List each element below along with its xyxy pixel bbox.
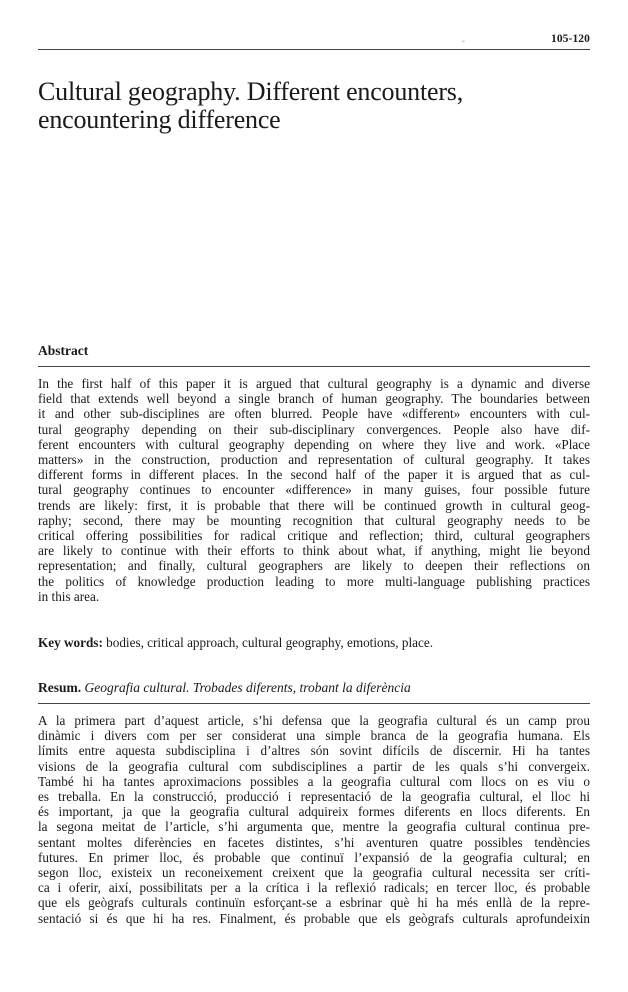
abstract-line: different forms in different places. In the second half of the paper it is argued that as cul- [38, 467, 590, 483]
abstract-line: it and other sub-disciplines are often blurred. People have «different» encounters with cul- [38, 406, 590, 422]
abstract-line: representation; and finally, cultural geographers are likely to deepen their reflections on [38, 558, 590, 574]
title-line-2: encountering difference [38, 105, 281, 134]
abstract-line: critical offering possibilities for radical critique and reflection; third, cultural geographers [38, 528, 590, 544]
resum-line: ca i oferir, així, possibilitats per a la crítica i la reflexió radicals; en tercer lloc, és probable [38, 880, 590, 896]
abstract-line: ferent encounters with cultural geography depending on where they live and work. «Place [38, 436, 590, 452]
resum-line: és important, ja que la geografia cultural adquireix formes diferents en llocs diferents. En [38, 804, 590, 820]
abstract-line: raphy; second, there may be mounting recognition that cultural geography needs to be [38, 512, 590, 528]
resum-heading [38, 679, 590, 704]
resum-line: sentació si és que hi ha res. Finalment, és probable que els geògrafs culturals aprofundeixin [38, 910, 590, 926]
resum-line: es treballa. En la construcció, producció i representació de la geografia cultural, el lloc hi [38, 789, 590, 805]
abstract-line: are likely to continue with their efforts to think about what, if anything, might lie beyond [38, 543, 590, 559]
abstract-heading [38, 342, 590, 367]
keywords-text: bodies, critical approach, cultural geography, emotions, place. [102, 635, 434, 650]
resum-line: que els geògrafs culturals continuïn esforçant-se a esbrinar què hi ha més enllà de la repre- [38, 895, 590, 911]
abstract-line: field that extends well beyond a single branch of human geography. The boundaries between [38, 391, 590, 407]
title-line-1: Cultural geography. Different encounters, [38, 77, 463, 106]
abstract-line: the politics of knowledge production leading to more multi-language publishing practices [38, 573, 590, 589]
resum-line: dinàmic i divers com per ser considerat una simple branca de la geografia humana. Els [38, 728, 590, 744]
abstract-line: in this area. [38, 588, 100, 604]
abstract-line: matters» in the construction, production and representation of cultural geography. It takes [38, 452, 590, 468]
resum-line: límits entre aquesta subdisciplina i d’altres són sovint difícils de discernir. Hi ha tantes [38, 743, 590, 759]
resum-subtitle: Geografia cultural. Trobades diferents, trobant la diferència [81, 680, 411, 695]
resum-line: visions de la geografia cultural com subdisciplines a partir de les quals s’hi convergeix. [38, 758, 590, 774]
resum-body [38, 713, 590, 926]
resum-line: futures. En primer lloc, és probable que continuï l’expansió de la geografia cultural; en [38, 849, 590, 865]
page-range: 105-120 [550, 33, 590, 45]
resum-line: la segona meitat de l’article, s’hi argumenta que, mentre la geografia cultural continua pre- [38, 819, 590, 835]
resum-line: segon lloc, existeix un reconeixement creixent que la geografia cultural necessita ser críti- [38, 865, 590, 881]
resum-line: També hi ha tantes aproximacions possibles a la geografia cultural com llocs on es viu o [38, 773, 590, 789]
abstract-line: In the first half of this paper it is argued that cultural geography is a dynamic and diverse [38, 376, 590, 391]
abstract-label: Abstract [38, 343, 89, 358]
abstract-body [38, 376, 590, 604]
resum-line: A la primera part d’aquest article, s’hi defensa que la geografia cultural és un camp prou [38, 713, 590, 728]
article-title [38, 78, 590, 134]
keywords [38, 635, 590, 651]
running-header [38, 30, 590, 50]
header-mark: ˘ [462, 39, 465, 48]
resum-label: Resum. [38, 680, 82, 695]
resum-line: sentant moltes diferències en facetes distintes, s’hi aventuren quatre possibles tendències [38, 834, 590, 850]
abstract-line: tural geography depending on their sub-disciplinary convergences. People also have dif- [38, 421, 590, 437]
keywords-label: Key words: [38, 635, 103, 650]
abstract-line: tural geography continues to encounter «difference» in many guises, four possible future [38, 482, 590, 498]
abstract-line: trends are likely: first, it is probable that there will be continued growth in cultural geog- [38, 497, 590, 513]
